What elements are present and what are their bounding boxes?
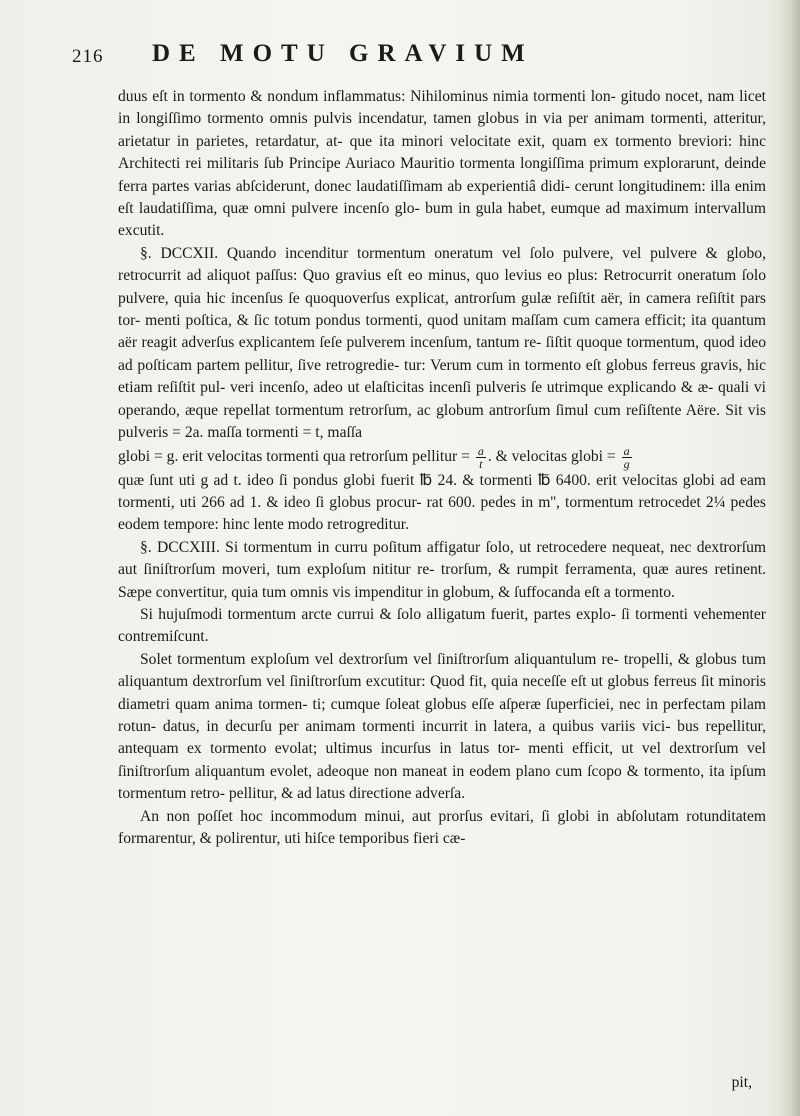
fraction-denominator: g [623, 456, 630, 471]
page-edge-shadow [778, 0, 800, 1116]
paragraph-an-non-posset: An non poſſet hoc incommodum minui, aut prorſus evitari, ſi globi in abſolutam rotunditatem formarentur, & polirentur, uti hiſce temporibus fieri cæ- [118, 807, 766, 847]
section-712-text: §. DCCXII. Quando incenditur tormentum oneratum vel ſolo pulvere, vel pulvere & globo, retrocurrit ad aliquot paſſus: Quo gravius eſt eo minus, quo levius eo plus: Retrocurrit oneratum ſolo pulvere, quia hic incenſus ſe quoquoverſus explicat, antrorſum gulæ reſiſtit aër, in camera reſiſtit pars tor- menti poſtica, & ſic totum pondus tormenti, quod unitam maſſam cum camera efficit; ita quantum aër reagit adverſus explicantem ſeſe pulverem incenſum, tantum re- ſiſtit quoque tormentum, quod ideo ad poſticam partem pellitur, ſive retrogredie- tur: Verum cum in tormento eſt globus ferreus gravis, hic etiam reſiſtit pul- veri incenſo, adeo ut elaſticitas incenſi pulveris ſe utrimque explicando & æ- quali vi operando, æque repellat tormentum retrorſum, ac globum antrorſum ſimul cum reſiſtente Aëre. Sit vis pulveris = 2a. maſſa tormenti = t, maſſa [118, 244, 766, 442]
paragraph-section-713: §. DCCXIII. Si tormentum in curru poſitum affigatur ſolo, ut retrocedere nequeat, nec dextrorſum aut ſiniſtrorſum moveri, tum exploſum nititur re- trorſum, & rumpit ferramenta, quæ aures retinent. Sæpe convertitur, quia tum omnis vis impenditur in globum, & ſuffocanda eſt a tormento. [118, 538, 766, 601]
formula-mid: . & velocitas globi = [487, 447, 620, 465]
fraction-a-over-t [476, 445, 486, 470]
paragraph-arcte-alligatum: Si hujuſmodi tormentum arcte currui & ſolo alligatum fuerit, partes explo- ſi tormenti vehementer contremiſcunt. [118, 605, 766, 646]
page-header [72, 40, 732, 72]
formula-lead: globi = g. erit velocitas tormenti qua retrorſum pellitur = [118, 447, 474, 465]
page-number: 216 [72, 46, 104, 67]
paragraph-formula [118, 445, 766, 470]
fraction-numerator: a [623, 443, 630, 458]
paragraph-continuation: duus eſt in tormento & nondum inflammatus: Nihilominus nimia tormenti lon- gitudo nocet, nam licet in longiſſimo tormento omnis pulvis incendatur, tamen globus in via per animam tormenti, atteritur, arietatur in parietes, retardatur, at- que ita minori velocitate exit, quam ex tormento breviori: hinc Architecti rei militaris ſub Principe Auriaco Mauritio tormenta longiſſima primum explorarunt, deinde ferra partes varias abſciderunt, donec laudatiſſimam ab experientiâ didi- cerunt longitudinem: illa enim eſt laudatiſſima, quæ omni pulvere incenſo glo- bum in gula habet, eumque ad maximum intervallum excutit. [118, 88, 766, 240]
running-head: DE MOTU GRAVIUM [152, 40, 534, 67]
paragraph-section-712 [118, 243, 766, 445]
paragraph-solet-tormentum: Solet tormentum exploſum vel dextrorſum vel ſiniſtrorſum aliquantulum re- tropelli, & globus tum aliquantum dextrorſum vel ſiniſtrorſum excutitur: Quod fit, quia neceſſe eſt ut globus ferreus ſit minoris diametri quam anima tormen- ti; cumque ſoleat globus eſſe aſperæ ſuperficiei, nec in perfectam pilam rotun- datus, in decurſu per animam tormenti incurrit in latera, a quibus variis vici- bus repellitur, antequam ex tormento evolat; ultimus incurſus in latus tor- menti efficit, ut vel dextrorſum vel ſiniſtrorſum aliquantum evolet, adeoque non maneat in eodem plano cum ſcopo & tormento, ita ipſum tormentum retro- pellitur, & ad latus directione adverſa. [118, 650, 766, 803]
fraction-denominator: t [479, 456, 483, 471]
fraction-a-over-g [622, 445, 632, 470]
fraction-numerator: a [477, 443, 484, 458]
body-text [118, 86, 766, 850]
paragraph-formula-continuation: quæ ſunt uti g ad t. ideo ſi pondus globi fuerit ℔ 24. & tormenti ℔ 6400. erit velocitas globi ad eam tormenti, uti 266 ad 1. & ideo ſi globus procur- rat 600. pedes in m'', tormentum retrocedet 2¼ pedes eodem tempore: hinc lente modo retrogreditur. [118, 471, 766, 534]
catchword: pit, [731, 1074, 752, 1091]
